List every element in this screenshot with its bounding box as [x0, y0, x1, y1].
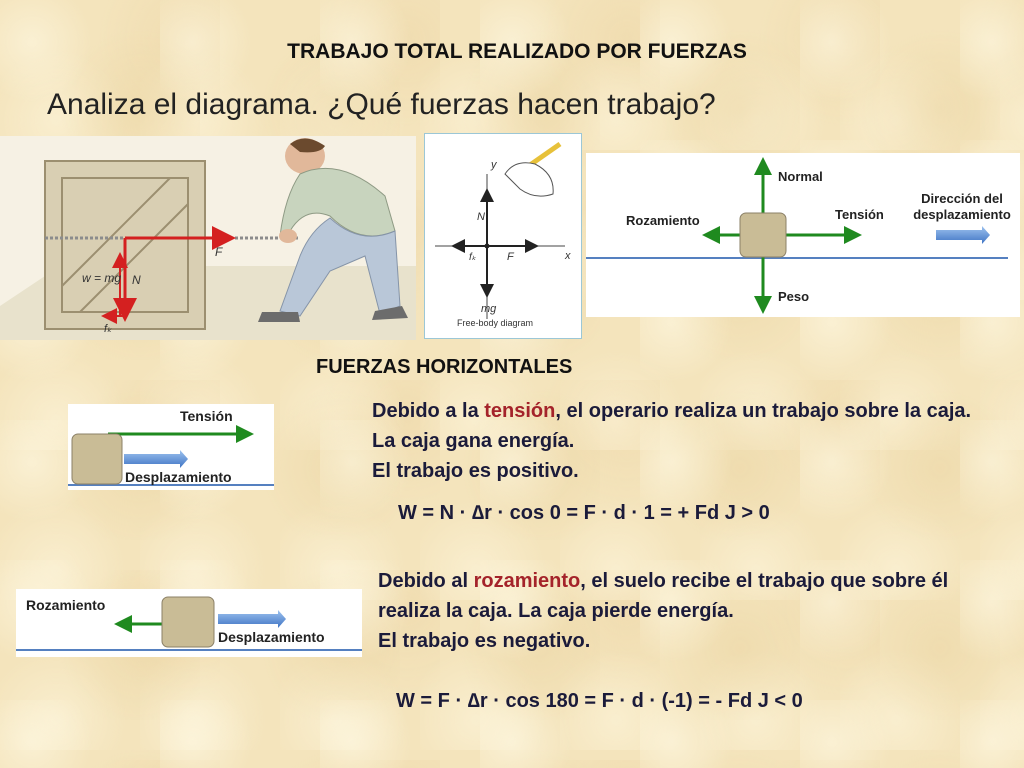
tension-highlight: tensión [484, 400, 556, 422]
hand-pencil-icon [505, 144, 560, 196]
fbd-x-label: x [565, 250, 571, 262]
friction-highlight: rozamiento [473, 570, 581, 592]
slide-title: TRABAJO TOTAL REALIZADO POR FUERZAS [287, 40, 747, 63]
force-diagram [586, 153, 1020, 317]
slide-subtitle: Analiza el diagrama. ¿Qué fuerzas hacen trabajo? [47, 88, 716, 121]
formula-negative: W = F · ∆r · cos 180 = F · d · (-1) = - Fd J < 0 [396, 690, 803, 712]
tension-paragraph-line2: El trabajo es positivo. [372, 460, 579, 482]
photo-weight-label: w = mg [82, 271, 122, 285]
tension-paragraph [372, 396, 992, 486]
tension-panel-disp-label: Desplazamiento [125, 469, 232, 485]
weight-label: Peso [778, 289, 810, 304]
fbd-f-label: F [507, 251, 514, 263]
photo-force-label: F [215, 245, 223, 259]
section-heading: FUERZAS HORIZONTALES [316, 356, 573, 378]
tension-panel-label: Tensión [180, 408, 233, 424]
friction-paragraph-line2: El trabajo es negativo. [378, 630, 591, 652]
fbd-caption: Free-body diagram [457, 318, 534, 328]
normal-label: Normal [778, 169, 823, 184]
friction-paragraph [378, 566, 998, 656]
fbd-n-label: N [477, 211, 485, 223]
friction-panel [16, 589, 362, 657]
photo-illustration [0, 136, 416, 340]
photo-friction-label: fₖ [104, 323, 112, 335]
fbd-y-label: y [491, 159, 497, 171]
direction-label-line2: desplazamiento [913, 207, 1011, 222]
friction-label: Rozamiento [626, 213, 700, 228]
friction-panel-disp-label: Desplazamiento [218, 629, 325, 645]
tension-paragraph-line1: Debido a la tensión, el operario realiza un trabajo sobre la caja. La caja gana energía. [372, 400, 972, 452]
friction-paragraph-line1: Debido al rozamiento, el suelo recibe el trabajo que sobre él realiza la caja. La caja pierde energía. [378, 570, 949, 622]
direction-label-line1: Dirección del [921, 191, 1003, 206]
free-body-diagram [424, 133, 582, 339]
fbd-fk-label: fₖ [469, 252, 477, 263]
tension-label: Tensión [835, 207, 884, 222]
formula-positive: W = N · ∆r · cos 0 = F · d · 1 = + Fd J > 0 [398, 502, 770, 524]
photo-normal-label: N [132, 273, 141, 287]
friction-panel-label: Rozamiento [26, 597, 106, 613]
tension-panel [68, 404, 274, 490]
fbd-mg-label: mg [481, 303, 497, 315]
